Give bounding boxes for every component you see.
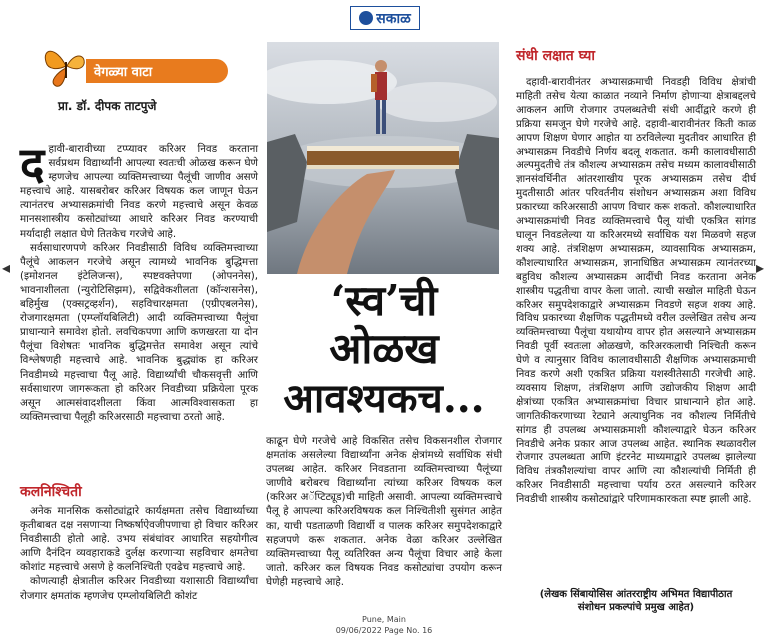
headline-line-2: ओळख [329,324,439,373]
next-page-arrow-icon[interactable]: ▸ [756,258,765,277]
paragraph: हावी-बारावीच्या टप्प्यावर करिअर निवड करताना सर्वप्रथम विद्यार्थ्यांनी आपल्या स्वतःची ओळख करून घेणे म्हणजेच आपल्या व्यक्तिमत्त्वाच्या पैलूंची जाणीव असणे महत्त्वाचे आहे. यासबरोबर करिअर विषयक कल जाणून घेऊन त्यानंतरच अभ्यासक्रमांची निवड करणे महत्त्वाचे असून केवळ मानसशास्त्रीय कसोट्यांच्या आधारे करिअर निवड करण्याची मर्यादाही लक्षात घेणे तितकेच गरजेचे आहे. [20,143,258,240]
paragraph: दहावी-बारावीनंतर अभ्यासक्रमाची निवडही विविध क्षेत्रांची माहिती तसेच येत्या काळात नव्याने निर्माण होणाऱ्या क्षेत्राबद्दलचे आकलन आणि रोजगार उपलब्धतेची संधी आदींद्वारे करणे ही प्रक्रिया समजून घेणे गरजेचे आहे. दहावी-बारावीनंतर किती काळ आपण शिक्षण घेणार आहोत या ठरविलेल्या मुदतीवर आधारित ही अभ्यासक्रम निवडीचे निर्णय बदलू शकतात. कमी कालावधीसाठी अल्पमुदतीचे तंत्र कौशल्य अभ्यासक्रम तसेच मध्यम कालावधीसाठी ज्ञानसंवर्धिनीत आंतरशाखीय पूरक अभ्यासक्रम तसेच दीर्घ मुदतीसाठी आंतर परिवर्तनीय संशोधन अभ्यासक्रम अशा विविध प्रकारच्या करिअरसाठी आपण विचार करू शकतो. कौशल्याधारित अभ्यासक्रमांची निवड व्यक्तिमत्त्वाचे पैलू यांची एकत्रित सांगड घालून निवडलेल्या या करिअरमध्ये सर्वाधिक यश मिळवणे सहज शक्य आहे. तंत्रशिक्षण अभ्यासक्रम, व्यावसायिक अभ्यासक्रम, कौशल्याधारित अभ्यासक्रम, ज्ञानाधिष्ठित अभ्यासक्रम त्यानंतरच्या बहुविध कौशल्य अभ्यासक्रम आदींची निवड करताना अनेक शास्त्रीय पद्धतीचा वापर केला जातो. त्याची सखोल माहिती घेऊन करिअर समुपदेशकाद्वारे अभ्यासक्रम निवडणे सहज शक्य आहे. विविध प्रकारच्या शैक्षणिक पद्धतीमध्ये वरील उल्लेखित तसेच अन्य व्यक्तिमत्त्वाच्या पैलूंचा यथायोग्य वापर होत असल्याने अभ्यासक्रम निवडी पूर्वी स्वतःला ओळखणे, करिअरकलाची निश्चिती करून घेणे व त्यानुसार विविध कालावधीसाठी शैक्षणिक अभ्यासक्रमाची निवड करणे अशी एकत्रित प्रक्रिया यशस्वीतेसाठी गरजेची आहे. व्यवसाय शिक्षण, तंत्रशिक्षण आणि उद्योजकीय शिक्षण आदी क्षेत्रांच्या एकत्रित अभ्यासक्रमांचा विचार प्राधान्याने होत आहे. जागतिकीकरणाच्या रेट्याने अत्याधुनिक नव कौशल्य निर्मितीचे सांगड ही उपलब्ध अभ्यासक्रमाशी कौशल्याद्वारे घेऊन करिअर निवडीचे अनेक प्रकार आज उपलब्ध आहेत. स्थानिक स्थळावरील रोजगार उपलब्धता आणि इंटरनेट माध्यमाद्वारे उपलब्ध झालेल्या विविध तंत्रकौशल्यांचा वापर आणि त्या कौशल्यांची निर्मिती ही करिअर निवडीसाठी महत्त्वाचा पर्याय ठरत असल्याने करिअर निवडीची शास्त्रीय कसोट्यांद्वारे परिणामकारकता स्पष्ट झाली आहे. [516,77,756,506]
column-tag: वेगळ्या वाटा [86,59,228,83]
left-column-text [20,137,258,424]
paragraph: सर्वसाधारणपणे करिअर निवडीसाठी विविध व्यक्तिमत्त्वाच्या पैलूंचे आकलन गरजेचे असून त्यामध्ये भावनिक बुद्धिमत्ता (इमोशनल इंटेलिजन्स), स्पष्टवक्तेपणा (ओपननेस), भावनाशीलता (न्युरोटिसिझम), सद्विवेकशीलता (कॉन्शसनेस), बहिर्मुख (एक्सट्रव्हर्शन), सहविचारक्षमता (एग्रीएबलनेस), रोजगारक्षमता (एम्प्लॉयबिलिटी) आदी व्यक्तिमत्त्वाच्या पैलूंचा प्राधान्याने समावेश होतो. लवचिकपणा आणि कणखरता या दोन पैलूंचा विशेषतः भावनिक बुद्धिमत्तेत समावेश असून त्यांचे विश्लेषणही महत्त्वाचे आहे. भावनिक बुद्ध्यांक हा करिअर निवडीमध्ये महत्त्वाचा पैलू आहे. विद्यार्थ्यांची चौकसवृत्ती आणि सर्वसाधारण जागरूकता हो करिअर निवडीच्या प्रक्रियेला पूरक असून आत्मसंवादशीलता किंवा आत्मविश्वासकता हा व्यक्तिमत्त्वाचा पैलूही करिअरसाठी महत्त्वाचा ठरतो आहे. [20,241,258,423]
headline-line-3: आवश्यकच... [283,375,485,422]
right-column-heading: संधी लक्षात घ्या [516,48,595,64]
date-page-label: 09/06/2022 Page No. 16 [335,626,433,635]
paragraph: अनेक मानसिक कसोट्यांद्वारे कार्यक्षमता तसेच विद्यार्थ्याच्या कृतीबाबत दक्ष नसणाऱ्या निष्कर्षाऐवजीपणाचा हो विचार करिअर निवडीसाठी होतो आहे. उभय संबंधांवर आधारित सहयोगीत्व आणि दैनंदिन व्यवहाराकडे दुर्लक्ष करणाऱ्या सहविचार क्षमतेचा कोशांट महत्त्वाचे असणे हे कलनिश्चिती एवढेच महत्त्वाचे आहे. [20,505,258,574]
headline-line-1: ‘स्व’ची [330,276,438,325]
logo-emblem-icon [359,11,373,25]
credit-line-1: (लेखक सिंबायोसिस आंतरराष्ट्रीय अभिमत विद्यापीठात [539,589,733,600]
butterfly-icon [40,44,92,88]
paragraph: काढून घेणे गरजेचे आहे विकसित तसेच विकसनशील रोजगार क्षमतांक असलेल्या विद्यार्थ्यांना अनेक क्षेत्रांमध्ये सर्वाधिक संधी उपलब्ध आहेत. करिअर निवडताना व्यक्तिमत्त्वाच्या पैलूंच्या जाणीवे बरोबरच विद्यार्थ्यांना त्यांच्या करिअर विषयक कल (करिअर अॅप्टिट्यूड)ची माहिती असावी. आपल्या व्यक्तिमत्त्वाचे पैलू हे आपल्या करिअरविषयक कल निश्चितीशी सुसंगत आहेत का, याची पडताळणी विद्यार्थी व पालक करिअर समुपदेशकाद्वारे सहजपणे करू शकतात. अनेक वेळा करिअर उल्लेखित व्यक्तिमत्त्वाच्या पैलू व्यतिरिक्त अन्य पैलूंचा विचार आहे केला जातो. करिअर कल विषयक निवड कसोट्यांचा उपयोग करून घेणेही महत्त्वाचे आहे. [266,435,502,588]
prev-page-arrow-icon[interactable]: ◂ [2,258,11,277]
subheading-kalnishchiti: कलनिश्चिती [20,484,82,500]
edition-label: Pune, Main [362,615,406,624]
middle-column-text [266,434,502,589]
author-name: प्रा. डॉ. दीपक ताटपुजे [58,99,157,113]
article-photo [267,42,499,274]
author-credit [516,588,756,614]
right-column-text [516,76,756,507]
paragraph: कोणत्याही क्षेत्रातील करिअर निवडीच्या यशासाठी विद्यार्थ्यांचा रोजगार क्षमतांक म्हणजेच एम्प्लोयबिलिटी कोशंट [20,575,258,602]
left-column-text-lower [20,504,258,603]
drop-cap: द [20,137,45,191]
credit-line-2: संशोधन प्रकल्पांचे प्रमुख आहेत) [577,602,695,613]
masthead-title: सकाळ [376,10,411,27]
masthead-logo [350,6,420,30]
